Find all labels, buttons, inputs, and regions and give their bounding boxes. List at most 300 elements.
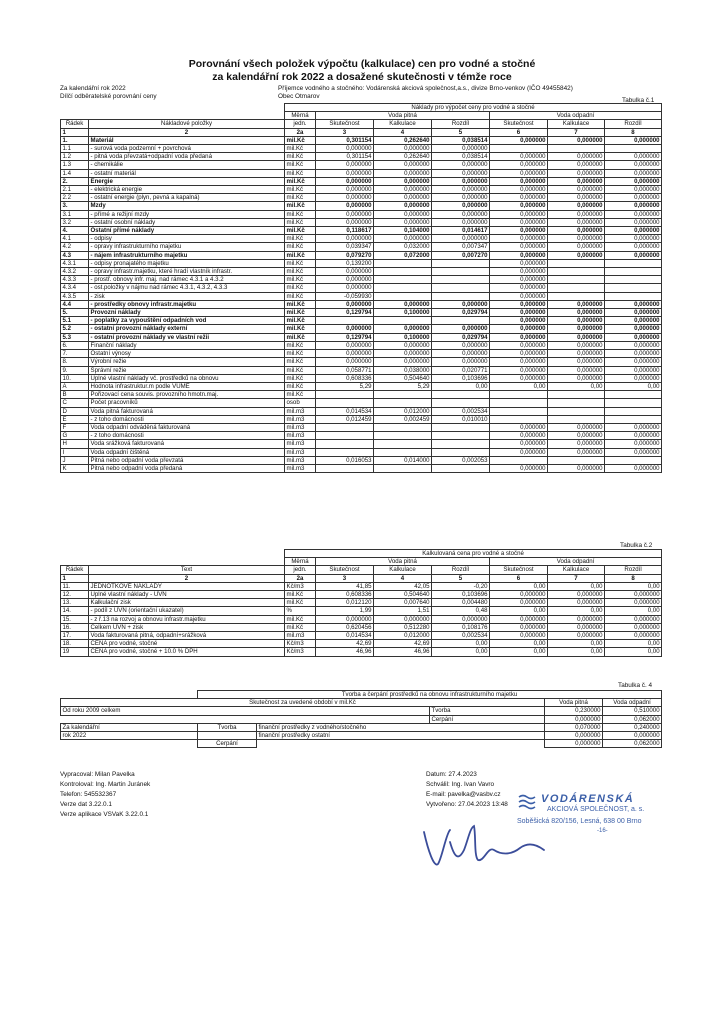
row-label: Celkem ÚVN + zisk bbox=[89, 623, 285, 631]
row-value: 0,000000 bbox=[548, 350, 605, 358]
row-unit: mil.Kč bbox=[285, 227, 316, 235]
row-value: 0,000000 bbox=[316, 161, 374, 169]
table-row bbox=[61, 632, 662, 640]
row-label: Pitná nebo odpadní voda převzatá bbox=[89, 456, 285, 464]
row-label: - z toho domácnosti bbox=[89, 415, 285, 423]
row-value: 0,000000 bbox=[316, 169, 374, 177]
row-number: G bbox=[61, 432, 89, 440]
row-number: 4.3 bbox=[61, 251, 89, 259]
row-value: 0,000000 bbox=[316, 218, 374, 226]
row-number: B bbox=[61, 391, 89, 399]
row-value: 0,48 bbox=[432, 607, 490, 615]
row-label: Voda srážková fakturovaná bbox=[89, 440, 285, 448]
row-unit: % bbox=[285, 607, 316, 615]
row-value: 0,000000 bbox=[490, 177, 548, 185]
row-label: Energie bbox=[89, 177, 285, 185]
row-value: 0,000000 bbox=[548, 358, 605, 366]
row-unit: mil.Kč bbox=[285, 276, 316, 284]
row-value: 0,100000 bbox=[374, 309, 432, 317]
table1-caption: Náklady pro výpočet ceny pro vodné a stočné bbox=[285, 104, 662, 112]
row-value: 0,00 bbox=[605, 607, 662, 615]
row-value bbox=[605, 276, 662, 284]
row-value: 0,000000 bbox=[605, 136, 662, 144]
t2-calculation-header-waste: Kalkulace bbox=[548, 566, 605, 574]
row-value: 0,000000 bbox=[490, 350, 548, 358]
row-value: 0,000000 bbox=[548, 186, 605, 194]
row-value: 0,00 bbox=[432, 382, 490, 390]
row-value: 0,000000 bbox=[374, 341, 432, 349]
t4-creation-label-1: Tvorba bbox=[430, 707, 545, 715]
row-value: 0,029794 bbox=[432, 333, 490, 341]
row-value: 0,000000 bbox=[605, 374, 662, 382]
actual-header: Skutečnost bbox=[316, 120, 374, 128]
row-value: 0,012459 bbox=[316, 415, 374, 423]
row-value: 0,262640 bbox=[374, 136, 432, 144]
row-unit: mil.Kč bbox=[285, 169, 316, 177]
row-value: 0,000000 bbox=[605, 177, 662, 185]
row-value: 0,000000 bbox=[490, 448, 548, 456]
row-value: 0,000000 bbox=[548, 218, 605, 226]
created: Vytvořeno: 27.04.2023 13:48 bbox=[426, 801, 508, 808]
row-label: - ostatní provozní náklady externí bbox=[89, 325, 285, 333]
row-value: 0,00 bbox=[605, 382, 662, 390]
row-number: 13. bbox=[61, 599, 89, 607]
row-label: - opravy infrastrukturního majetku bbox=[89, 243, 285, 251]
row-number: 5.2 bbox=[61, 325, 89, 333]
row-value: 0,000000 bbox=[432, 325, 490, 333]
row-label: Ostatní přímé náklady bbox=[89, 227, 285, 235]
row-value: 0,000000 bbox=[548, 333, 605, 341]
waste-water-header: Voda odpadní bbox=[490, 112, 662, 120]
row-number: A bbox=[61, 382, 89, 390]
row-number: 12. bbox=[61, 591, 89, 599]
calculation-header-waste: Kalkulace bbox=[548, 120, 605, 128]
row-value: 0,002534 bbox=[432, 407, 490, 415]
row-value: 0,000000 bbox=[490, 235, 548, 243]
row-value: 0,000000 bbox=[432, 210, 490, 218]
row-value bbox=[432, 432, 490, 440]
t2-unit-header-2: jedn. bbox=[285, 566, 316, 574]
row-value: 0,00 bbox=[548, 648, 605, 656]
row-unit: mil.Kč bbox=[285, 251, 316, 259]
row-value: 0,000000 bbox=[548, 300, 605, 308]
row-label: - ostatní provozní náklady ve vlastní režii bbox=[89, 333, 285, 341]
row-value: 0,020771 bbox=[432, 366, 490, 374]
row-value: 0,000000 bbox=[605, 317, 662, 325]
row-value: 0,000000 bbox=[548, 317, 605, 325]
document-title-line2: za kalendářní rok 2022 a dosažené skutečnosti v témže roce bbox=[212, 71, 512, 83]
row-label: Výrobní režie bbox=[89, 358, 285, 366]
row-value bbox=[605, 415, 662, 423]
table-row bbox=[61, 309, 662, 317]
t2-text-header: Text bbox=[89, 566, 285, 574]
t4-value: 0,510000 bbox=[603, 707, 662, 715]
row-value: 0,000000 bbox=[548, 251, 605, 259]
row-value: 0,000000 bbox=[432, 300, 490, 308]
row-value bbox=[374, 284, 432, 292]
row-value: 0,038000 bbox=[374, 366, 432, 374]
row-value: 0,00 bbox=[432, 648, 490, 656]
table-row bbox=[61, 136, 662, 144]
row-value: 0,000000 bbox=[432, 177, 490, 185]
row-number: 9. bbox=[61, 366, 89, 374]
row-number: 17. bbox=[61, 632, 89, 640]
row-value: 0,118617 bbox=[316, 227, 374, 235]
row-value: 0,000000 bbox=[490, 317, 548, 325]
row-unit: mil.Kč bbox=[285, 243, 316, 251]
row-value bbox=[605, 284, 662, 292]
row-value: 0,000000 bbox=[490, 599, 548, 607]
checked-by: Kontroloval: Ing. Martin Juránek bbox=[60, 781, 151, 788]
row-value: 0,000000 bbox=[316, 615, 374, 623]
row-value: 0,000000 bbox=[432, 145, 490, 153]
row-value: 0,000000 bbox=[548, 432, 605, 440]
row-value: -0,20 bbox=[432, 582, 490, 590]
row-value: 0,000000 bbox=[490, 292, 548, 300]
row-unit: osob bbox=[285, 399, 316, 407]
row-unit: mil.Kč bbox=[285, 235, 316, 243]
header-subtitle: Dílčí odběratelské porovnání ceny bbox=[60, 93, 157, 100]
row-unit: mil.Kč bbox=[285, 382, 316, 390]
row-value: 0,000000 bbox=[490, 325, 548, 333]
row-value bbox=[316, 440, 374, 448]
renewal-funds-table bbox=[60, 690, 662, 748]
water-drop-logo-icon bbox=[517, 793, 537, 811]
column-number: 1 bbox=[61, 574, 89, 582]
row-value: 0,000000 bbox=[548, 615, 605, 623]
row-value: 0,000000 bbox=[605, 251, 662, 259]
row-value: 0,000000 bbox=[548, 374, 605, 382]
row-value bbox=[316, 317, 374, 325]
row-unit: mil.Kč bbox=[285, 317, 316, 325]
row-value: 0,000000 bbox=[548, 153, 605, 161]
row-unit: mil.Kč bbox=[285, 136, 316, 144]
row-number: K bbox=[61, 464, 89, 472]
column-number: 4 bbox=[374, 574, 432, 582]
row-value: 0,012000 bbox=[374, 632, 432, 640]
table-row bbox=[61, 599, 662, 607]
row-unit: mil.m3 bbox=[285, 432, 316, 440]
row-number: 1.3 bbox=[61, 161, 89, 169]
row-value bbox=[316, 448, 374, 456]
row-value bbox=[490, 407, 548, 415]
app-version: Verze aplikace VSVaK 3.22.0.1 bbox=[60, 811, 149, 818]
row-value bbox=[490, 415, 548, 423]
column-number: 7 bbox=[548, 574, 605, 582]
t4-value: 0,062000 bbox=[603, 715, 662, 723]
row-value: 0,000000 bbox=[490, 259, 548, 267]
table-row bbox=[61, 161, 662, 169]
row-label: Pitná nebo odpadní voda předaná bbox=[89, 464, 285, 472]
row-value: 0,000000 bbox=[432, 615, 490, 623]
row-value: 0,000000 bbox=[374, 300, 432, 308]
row-number: 4.3.5 bbox=[61, 292, 89, 300]
row-value: 0,012000 bbox=[374, 407, 432, 415]
row-value: 0,000000 bbox=[548, 243, 605, 251]
table-row bbox=[61, 177, 662, 185]
row-value: 0,000000 bbox=[548, 591, 605, 599]
row-value: 0,000000 bbox=[490, 210, 548, 218]
row-value bbox=[605, 391, 662, 399]
row-value: 0,000000 bbox=[490, 358, 548, 366]
column-number: 5 bbox=[432, 128, 490, 136]
cost-table bbox=[60, 103, 662, 473]
row-value: 0,000000 bbox=[316, 194, 374, 202]
row-value: 0,000000 bbox=[490, 227, 548, 235]
row-value: 0,039347 bbox=[316, 243, 374, 251]
stamp-company-name: VODÁRENSKÁ bbox=[541, 793, 635, 805]
row-value: 0,000000 bbox=[490, 169, 548, 177]
row-value: 42,69 bbox=[316, 640, 374, 648]
row-value: 0,000000 bbox=[605, 235, 662, 243]
row-value: 0,00 bbox=[490, 648, 548, 656]
row-value: 0,000000 bbox=[548, 177, 605, 185]
column-number: 2 bbox=[89, 128, 285, 136]
row-unit: mil.Kč bbox=[285, 145, 316, 153]
row-value: 0,000000 bbox=[548, 235, 605, 243]
row-value bbox=[432, 284, 490, 292]
row-unit: mil.Kč bbox=[285, 341, 316, 349]
row-value: 0,000000 bbox=[605, 366, 662, 374]
t4-value: 0,230000 bbox=[545, 707, 603, 715]
row-value: 0,608336 bbox=[316, 374, 374, 382]
row-value: 0,000000 bbox=[490, 284, 548, 292]
table-row bbox=[61, 358, 662, 366]
row-value: 0,000000 bbox=[548, 464, 605, 472]
row-unit: mil.Kč bbox=[285, 333, 316, 341]
table-row bbox=[61, 399, 662, 407]
row-value bbox=[374, 292, 432, 300]
row-value bbox=[548, 415, 605, 423]
row-label: - surová voda podzemní + povrchová bbox=[89, 145, 285, 153]
t2-actual-header: Skutečnost bbox=[316, 566, 374, 574]
data-version: Verze dat 3.22.0.1 bbox=[60, 801, 112, 808]
row-value: 42,69 bbox=[374, 640, 432, 648]
row-unit: mil.Kč bbox=[285, 194, 316, 202]
row-unit: mil.Kč bbox=[285, 599, 316, 607]
table-row bbox=[61, 333, 662, 341]
row-number: 5.1 bbox=[61, 317, 89, 325]
row-value: 0,000000 bbox=[490, 186, 548, 194]
row-value: 0,000000 bbox=[605, 153, 662, 161]
row-label: - nájem infrastrukturního majetku bbox=[89, 251, 285, 259]
row-number: 4.3.3 bbox=[61, 276, 89, 284]
table2-label: Tabulka č.2 bbox=[620, 542, 653, 549]
row-value: 5,29 bbox=[374, 382, 432, 390]
unit-header-2: jedn. bbox=[285, 120, 316, 128]
row-label: Mzdy bbox=[89, 202, 285, 210]
row-number: J bbox=[61, 456, 89, 464]
row-value: 0,108176 bbox=[432, 623, 490, 631]
row-value: 0,000000 bbox=[316, 235, 374, 243]
row-value: 0,000000 bbox=[490, 341, 548, 349]
row-value: 0,000000 bbox=[316, 177, 374, 185]
table-row bbox=[61, 456, 662, 464]
row-unit: mil.Kč bbox=[285, 210, 316, 218]
row-value: 0,000000 bbox=[432, 161, 490, 169]
row-value bbox=[548, 407, 605, 415]
table4-caption: Tvorba a čerpání prostředků na obnovu infrastrukturního majetku bbox=[198, 691, 662, 699]
t4-value: 0,062000 bbox=[603, 740, 662, 748]
row-value: 0,000000 bbox=[490, 300, 548, 308]
row-unit: mil.m3 bbox=[285, 448, 316, 456]
row-unit: mil.Kč bbox=[285, 161, 316, 169]
row-value: 41,85 bbox=[316, 582, 374, 590]
column-number: 2a bbox=[285, 574, 316, 582]
calendar-label: Za kalendářní bbox=[61, 723, 198, 731]
row-value: 0,000000 bbox=[548, 599, 605, 607]
t2-actual-header-waste: Skutečnost bbox=[490, 566, 548, 574]
row-value: 0,000000 bbox=[374, 161, 432, 169]
row-value: 0,000000 bbox=[490, 366, 548, 374]
row-value: 0,000000 bbox=[374, 350, 432, 358]
row-value: 0,000000 bbox=[432, 358, 490, 366]
row-value: 0,000000 bbox=[432, 194, 490, 202]
row-label: - ostatní energie (plyn, pevná a kapalná) bbox=[89, 194, 285, 202]
table2-caption: Kalkulovaná cena pro vodné a stočné bbox=[285, 550, 662, 558]
row-unit: mil.Kč bbox=[285, 391, 316, 399]
row-unit: mil.Kč bbox=[285, 268, 316, 276]
column-number: 5 bbox=[432, 574, 490, 582]
row-value bbox=[374, 317, 432, 325]
row-value: 0,000000 bbox=[316, 268, 374, 276]
row-label: - prostředky obnovy infrastr.majetku bbox=[89, 300, 285, 308]
table4-subcaption: Skutečnost za uvedené období v mil.Kč bbox=[61, 699, 545, 707]
row-value: 1,99 bbox=[316, 607, 374, 615]
row-value: 0,014534 bbox=[316, 407, 374, 415]
row-number: 8. bbox=[61, 358, 89, 366]
row-value: 0,000000 bbox=[605, 599, 662, 607]
row-value: 0,000000 bbox=[374, 210, 432, 218]
row-label: - ost.položky v nájmu nad rámec 4.3.1, 4.3.2, 4.3.3 bbox=[89, 284, 285, 292]
row-label: - odpisy bbox=[89, 235, 285, 243]
row-value: 0,000000 bbox=[374, 194, 432, 202]
row-unit: mil.Kč bbox=[285, 350, 316, 358]
row-value: 0,00 bbox=[605, 582, 662, 590]
row-unit: mil.m3 bbox=[285, 423, 316, 431]
row-value: 0,000000 bbox=[316, 341, 374, 349]
row-value: 0,002459 bbox=[374, 415, 432, 423]
row-value: 0,620456 bbox=[316, 623, 374, 631]
row-value: 0,000000 bbox=[374, 202, 432, 210]
actual-header-waste: Skutečnost bbox=[490, 120, 548, 128]
row-unit: mil.m3 bbox=[285, 456, 316, 464]
row-value: 0,000000 bbox=[490, 136, 548, 144]
column-number: 3 bbox=[316, 128, 374, 136]
table-row bbox=[61, 391, 662, 399]
row-label: Voda odpadní odváděná fakturovaná bbox=[89, 423, 285, 431]
row-number: 1. bbox=[61, 136, 89, 144]
row-unit: mil.Kč bbox=[285, 366, 316, 374]
row-label: - poplatky za vypouštění odpadních vod bbox=[89, 317, 285, 325]
row-value bbox=[374, 440, 432, 448]
row-unit: mil.Kč bbox=[285, 623, 316, 631]
row-label: CENA pro vodné, stočné + 10.0 % DPH bbox=[89, 648, 285, 656]
row-label: CENA pro vodné, stočné bbox=[89, 640, 285, 648]
row-value: 0,000000 bbox=[605, 169, 662, 177]
table-row bbox=[61, 300, 662, 308]
row-value: 0,000000 bbox=[548, 210, 605, 218]
row-value: 0,100000 bbox=[374, 333, 432, 341]
row-unit: mil.Kč bbox=[285, 186, 316, 194]
row-value: 0,000000 bbox=[605, 194, 662, 202]
since-2009-label: Od roku 2009 celkem bbox=[61, 707, 430, 715]
row-unit: mil.Kč bbox=[285, 284, 316, 292]
t4-value: 0,000000 bbox=[545, 732, 603, 740]
unit-header: Měrná bbox=[285, 112, 316, 120]
row-value: 0,000000 bbox=[490, 333, 548, 341]
row-unit: mil.Kč bbox=[285, 615, 316, 623]
row-value: 0,000000 bbox=[605, 623, 662, 631]
row-value: 42,05 bbox=[374, 582, 432, 590]
column-number: 1 bbox=[61, 128, 89, 136]
row-value: 0,00 bbox=[490, 640, 548, 648]
row-number: 4.2 bbox=[61, 243, 89, 251]
row-value: 1,51 bbox=[374, 607, 432, 615]
row-number: 14. bbox=[61, 607, 89, 615]
row-number: 10. bbox=[61, 374, 89, 382]
row-value: 0,000000 bbox=[374, 169, 432, 177]
row-value: 0,000000 bbox=[490, 432, 548, 440]
row-number: 5. bbox=[61, 309, 89, 317]
row-value: 0,000000 bbox=[432, 186, 490, 194]
table-row bbox=[61, 325, 662, 333]
row-value bbox=[432, 259, 490, 267]
column-number: 4 bbox=[374, 128, 432, 136]
row-number: 3.2 bbox=[61, 218, 89, 226]
t2-waste-water-header: Voda odpadní bbox=[490, 558, 662, 566]
row-value: 0,104000 bbox=[374, 227, 432, 235]
table-row bbox=[61, 464, 662, 472]
row-value bbox=[605, 259, 662, 267]
row-value bbox=[374, 391, 432, 399]
row-value: 0,038514 bbox=[432, 153, 490, 161]
row-value: 0,000000 bbox=[548, 366, 605, 374]
row-value: 0,000000 bbox=[316, 284, 374, 292]
row-value: 0,000000 bbox=[605, 448, 662, 456]
table-row bbox=[61, 153, 662, 161]
row-value: 0,014000 bbox=[374, 456, 432, 464]
row-value: 0,000000 bbox=[548, 169, 605, 177]
phone: Telefon: 545532367 bbox=[60, 791, 117, 798]
row-value bbox=[432, 440, 490, 448]
row-value bbox=[374, 464, 432, 472]
row-value bbox=[432, 276, 490, 284]
row-value: 0,000000 bbox=[316, 186, 374, 194]
row-value: 0,029794 bbox=[432, 309, 490, 317]
row-value: 0,012120 bbox=[316, 599, 374, 607]
row-value: 0,000000 bbox=[605, 615, 662, 623]
cost-items-header: Nákladové položky bbox=[89, 120, 285, 128]
row-value: 0,000000 bbox=[490, 251, 548, 259]
table-row bbox=[61, 276, 662, 284]
difference-header: Rozdíl bbox=[432, 120, 490, 128]
row-label: Hodnota infrastruktur.m podle VÚME bbox=[89, 382, 285, 390]
row-value bbox=[316, 464, 374, 472]
table-row bbox=[61, 350, 662, 358]
t4-drawing-label-2: Čerpání bbox=[198, 740, 257, 748]
row-label: Počet pracovníků bbox=[89, 399, 285, 407]
table-row bbox=[61, 415, 662, 423]
row-value: 0,000000 bbox=[548, 136, 605, 144]
t4-waste-water-header: Voda odpadní bbox=[603, 699, 662, 707]
row-value: 0,000000 bbox=[490, 268, 548, 276]
t4-value: 0,000000 bbox=[545, 740, 603, 748]
row-unit: mil.Kč bbox=[285, 358, 316, 366]
table-row bbox=[61, 292, 662, 300]
table-row bbox=[61, 607, 662, 615]
table-row bbox=[61, 186, 662, 194]
